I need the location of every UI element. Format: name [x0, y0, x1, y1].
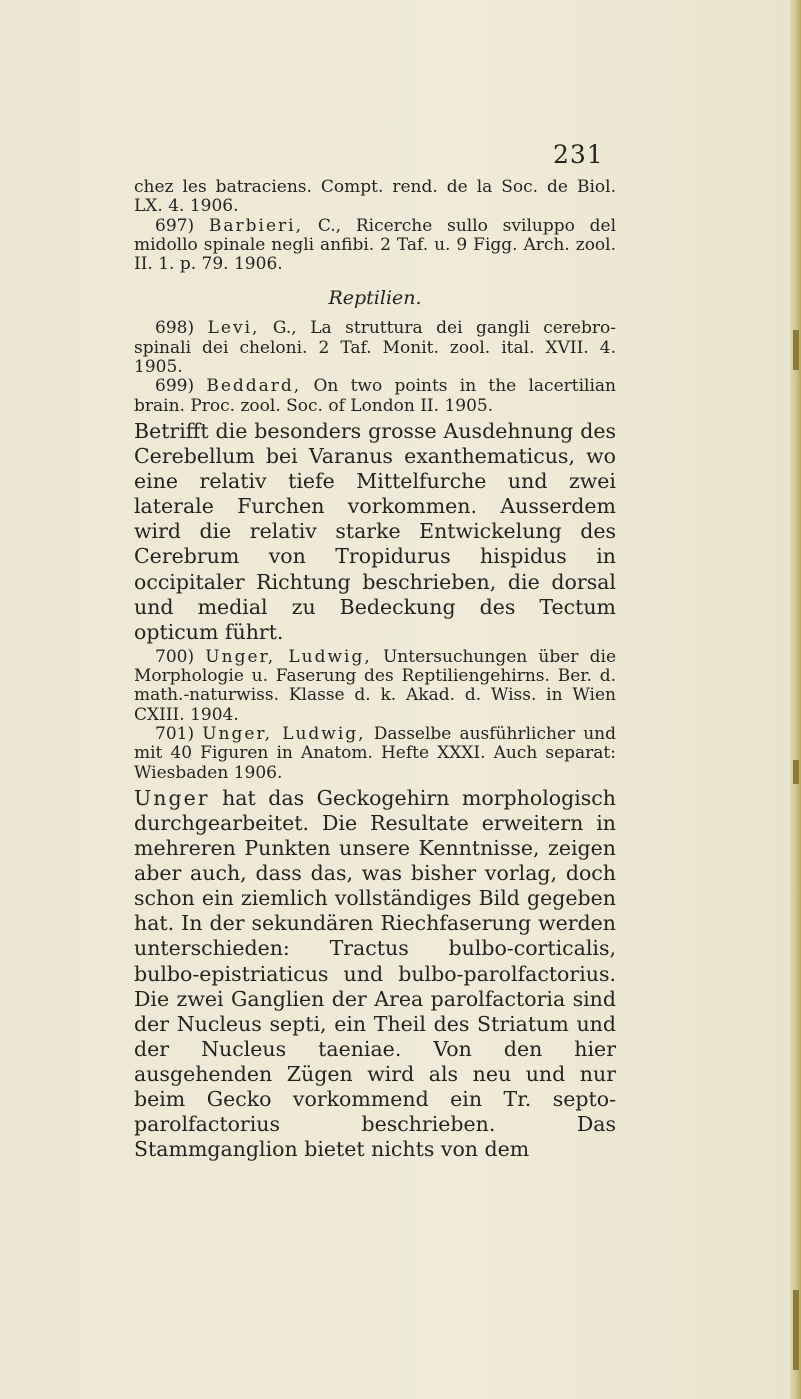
- reference-text: G., La struttura dei gangli cerebro-spinali dei cheloni. 2 Taf. Monit. zool. ital. XVII. 4. 1905.: [134, 318, 617, 378]
- paragraph-author: Unger: [134, 785, 210, 810]
- page-content: [134, 178, 616, 1162]
- reference-number: 698): [155, 318, 195, 339]
- paragraph-text: hat das Geckogehirn morphologisch durchgearbeitet. Die Resultate erweitern in mehreren Punkten unsere Kenntnisse, zeigen aber auch, dass das, was bisher vorlag, doch schon ein ziemlich vollständiges Bild gegeben hat. In der sekundären Riechfaserung werden unterschieden: Tractus bulbo-corticalis, bulbo-epistriaticus und bulbo-parolfactorius. Die zwei Ganglien der Area parolfactoria sind der Nucleus septi, ein Theil des Striatum und der Nucleus taeniae. Von den hier ausgehenden Zügen wird als neu und nur beim Gecko vorkommend ein Tr. septo-parolfactorius beschrieben. Das Stammganglion bietet nichts von dem: [134, 785, 616, 1162]
- reference-entry: [134, 377, 616, 416]
- reference-author: Unger, Ludwig,: [202, 724, 366, 744]
- reference-text: On two points in the lacertilian brain. Proc. zool. Soc. of London II. 1905.: [134, 376, 616, 416]
- reference-entry: [134, 319, 616, 377]
- reference-text: C., Ricerche sullo sviluppo del midollo spinale negli anfibi. 2 Taf. u. 9 Figg. Arch. zool. II. 1. p. 79. 1906.: [134, 215, 617, 275]
- reference-entry: [134, 725, 616, 783]
- reference-number: 700): [155, 646, 195, 667]
- reference-author: Barbieri,: [208, 215, 304, 236]
- reference-text: chez les batraciens. Compt. rend. de la Soc. de Biol. LX. 4. 1906.: [134, 177, 616, 217]
- reference-number: 701): [155, 724, 195, 744]
- reference-author: Unger, Ludwig,: [205, 646, 372, 667]
- reference-author: Beddard,: [206, 376, 302, 397]
- body-paragraph: [134, 786, 616, 1162]
- reference-text: Untersuchungen über die Morphologie u. Faserung des Reptiliengehirns. Ber. d. math.-naturwiss. Klasse d. k. Akad. d. Wiss. in Wien CXIII. 1904.: [134, 646, 617, 725]
- edge-stain: [793, 760, 799, 784]
- edge-stain: [793, 330, 799, 370]
- reference-entry: [134, 178, 616, 217]
- section-heading: Reptilien.: [328, 287, 422, 310]
- reference-entry: [134, 648, 616, 725]
- reference-number: 699): [155, 376, 195, 397]
- body-paragraph: Betrifft die besonders grosse Ausdehnung des Cerebellum bei Varanus exanthematicus, wo eine relativ tiefe Mittelfurche und zwei laterale Furchen vorkommen. Ausserdem wird die relativ starke Entwickelung des Cerebrum von Tropidurus hispidus in occipitaler Richtung beschrieben, die dorsal und medial zu Bedeckung des Tectum opticum führt.: [134, 418, 616, 644]
- reference-author: Levi,: [207, 318, 260, 339]
- reference-text: Dasselbe ausführlicher und mit 40 Figuren in Anatom. Hefte XXXI. Auch separat: Wiesbaden 1906.: [134, 724, 616, 783]
- page-edge: [790, 0, 801, 1399]
- edge-stain: [793, 1290, 799, 1370]
- page-number: 231: [553, 140, 604, 169]
- reference-number: 697): [155, 215, 195, 236]
- reference-entry: [134, 217, 616, 275]
